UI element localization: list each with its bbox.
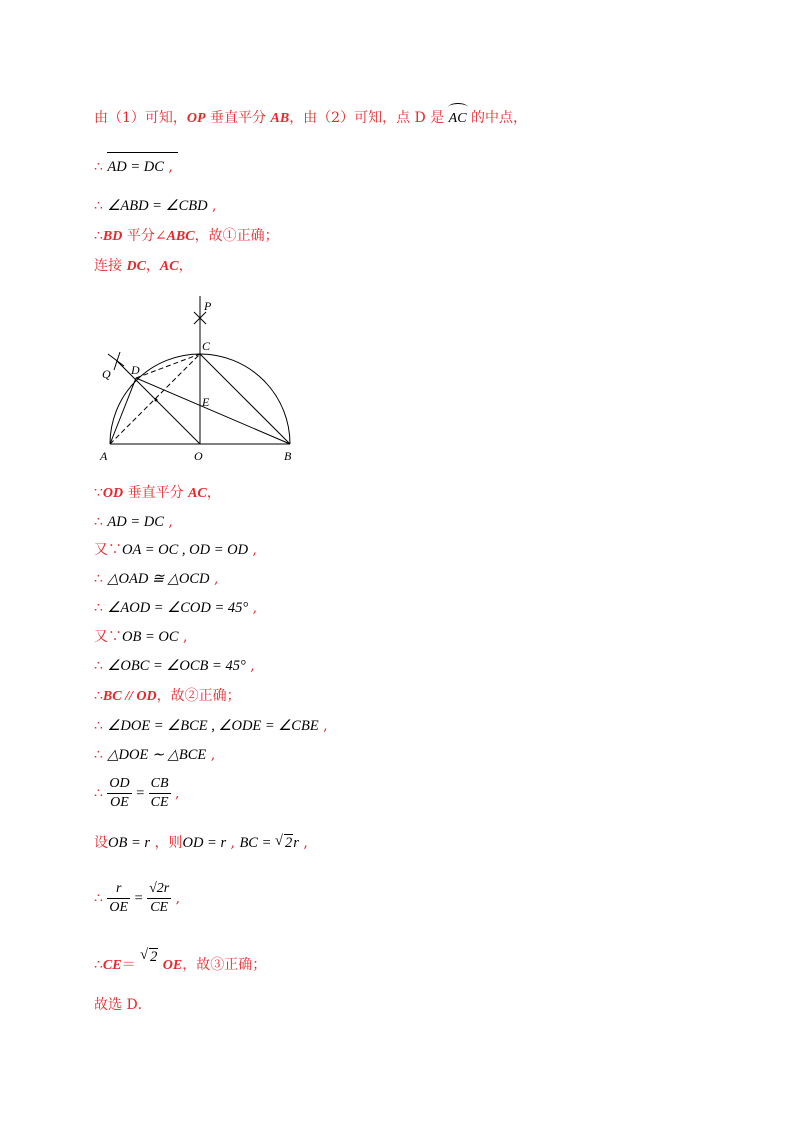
- sqrt-two: [140, 947, 158, 967]
- therefore: ∴: [94, 198, 103, 214]
- numerator: OD: [107, 775, 131, 794]
- therefore: ∴: [94, 159, 103, 175]
- equation: OB = r: [108, 835, 151, 851]
- geometry-figure: [98, 292, 298, 464]
- equals: ＝: [121, 957, 141, 973]
- math-oe: OE: [162, 958, 183, 973]
- math-parallel: BC // OD: [102, 689, 157, 704]
- math-ab: AB: [270, 111, 290, 126]
- label-q: Q: [102, 367, 111, 381]
- line-19: [94, 949, 267, 976]
- arc-ac: AC: [449, 109, 467, 129]
- text: ，: [178, 258, 193, 274]
- numerator: CB: [149, 775, 171, 794]
- also-because: 又∵: [94, 542, 122, 558]
- sqrt-two: [275, 833, 293, 853]
- therefore: ∴: [94, 785, 103, 802]
- text: ，: [145, 258, 160, 274]
- comma: ,: [209, 571, 219, 587]
- comma: ,: [248, 542, 257, 558]
- line-12: [94, 656, 255, 676]
- denominator: OE: [109, 900, 129, 915]
- line-3: [94, 196, 217, 216]
- equation: ∠OBC = ∠OCB = 45°: [107, 658, 246, 674]
- separator: ,: [207, 718, 219, 734]
- label-a: A: [100, 449, 108, 463]
- line-15: [94, 745, 215, 765]
- segment-ad: [110, 378, 136, 444]
- text: ，: [206, 485, 221, 501]
- comma: ,: [163, 514, 173, 530]
- therefore: ∴: [94, 747, 103, 763]
- fraction-r-oe: [107, 880, 130, 917]
- math-op: OP: [186, 111, 206, 126]
- line-14: [94, 716, 328, 736]
- line-13: [94, 686, 241, 707]
- text: ，故②正确；: [156, 688, 241, 704]
- math-ce: CE: [102, 958, 122, 973]
- comma: ,: [206, 747, 216, 763]
- equation: △OAD ≅ △OCD: [107, 571, 210, 587]
- text: ，由（2）可知，点 D 是: [289, 110, 449, 126]
- because: ∵: [94, 485, 103, 501]
- segment-db: [136, 378, 290, 444]
- equation: AD = DC: [107, 159, 164, 175]
- equation: OB = OC: [122, 629, 179, 645]
- math-ac: AC: [159, 259, 179, 274]
- math-dc: DC: [126, 259, 146, 274]
- text: ∴: [94, 228, 103, 244]
- answer: 故选 D．: [94, 997, 152, 1013]
- denominator: CE: [150, 900, 169, 915]
- equation: △DOE ∼ △BCE: [107, 747, 207, 763]
- text: 平分∠: [122, 228, 167, 244]
- comma: ,: [298, 835, 308, 851]
- line-16: [94, 775, 179, 812]
- comma: ,: [171, 890, 181, 907]
- line-18: [94, 880, 180, 917]
- equals: =: [130, 890, 148, 907]
- fraction-od-oe: [107, 775, 131, 812]
- separator: ,: [178, 542, 190, 558]
- radicand: 2: [150, 949, 158, 965]
- equation: ∠AOD = ∠COD = 45°: [107, 600, 249, 616]
- text: 由（1）可知，: [94, 110, 187, 126]
- separator: ,: [226, 835, 240, 851]
- label-p: P: [204, 299, 212, 313]
- math-bd: BD: [102, 229, 123, 244]
- equation-2: OD = r: [182, 835, 227, 851]
- equation-2: OD = OD: [189, 542, 249, 558]
- line-1: [94, 108, 527, 129]
- therefore: ∴: [94, 658, 103, 674]
- comma: ,: [318, 718, 328, 734]
- label-o: O: [194, 449, 203, 463]
- comma: ,: [178, 629, 188, 645]
- line-11: [94, 627, 187, 647]
- radicand: 2: [285, 835, 293, 851]
- text: 垂直平分: [123, 485, 189, 501]
- comma: ,: [170, 785, 180, 802]
- label-e: E: [202, 395, 210, 409]
- let: 设: [94, 835, 108, 851]
- therefore: ∴: [94, 571, 103, 587]
- line-10: [94, 598, 257, 618]
- line-9: [94, 569, 218, 589]
- line-6: [94, 483, 221, 504]
- equation-2: ∠ODE = ∠CBE: [218, 718, 319, 734]
- therefore: ∴: [94, 890, 103, 907]
- numerator: √2r: [147, 880, 171, 899]
- line-20: [94, 995, 152, 1015]
- text: 垂直平分: [205, 110, 271, 126]
- label-b: B: [284, 449, 292, 463]
- line-8: [94, 540, 257, 560]
- equation: ∠DOE = ∠BCE: [107, 718, 208, 734]
- equation: AD = DC: [107, 514, 164, 530]
- comma: ,: [245, 658, 255, 674]
- math-abc: ABC: [166, 229, 195, 244]
- comma: ,: [163, 159, 173, 175]
- comma: ,: [207, 198, 217, 214]
- then: ，则: [150, 835, 183, 851]
- therefore: ∴: [94, 514, 103, 530]
- denominator: OE: [110, 795, 129, 810]
- line-7: [94, 512, 173, 532]
- therefore: ∴: [94, 718, 103, 734]
- text: ，故③正确；: [182, 957, 267, 973]
- math-od: OD: [102, 486, 124, 501]
- denominator: CE: [150, 795, 169, 810]
- line-2: [94, 157, 173, 177]
- text: 连接: [94, 258, 127, 274]
- fraction-sqrt2r-ce: [147, 880, 171, 917]
- numerator: r: [107, 880, 130, 899]
- label-d: D: [131, 363, 140, 377]
- line-17: [94, 833, 308, 853]
- therefore: ∴: [94, 688, 103, 704]
- equals: =: [131, 785, 149, 802]
- segment-od: [116, 360, 200, 444]
- text: ，故①正确；: [194, 228, 279, 244]
- line-4: [94, 226, 279, 247]
- text: 的中点，: [466, 110, 528, 126]
- fraction-cb-ce: [149, 775, 171, 812]
- label-c: C: [202, 339, 211, 353]
- midpoint-dot: [155, 399, 158, 402]
- therefore: ∴: [94, 957, 103, 973]
- segment-dc: [136, 354, 200, 378]
- variable-r: r: [293, 835, 299, 851]
- line-5: [94, 256, 193, 277]
- comma: ,: [248, 600, 258, 616]
- equation-3: BC =: [239, 835, 276, 851]
- equation: OA = OC: [122, 542, 179, 558]
- equation: ∠ABD = ∠CBD: [107, 198, 208, 214]
- also-because: 又∵: [94, 629, 122, 645]
- therefore: ∴: [94, 600, 103, 616]
- math-ac: AC: [188, 486, 207, 501]
- segment-cb: [200, 354, 290, 444]
